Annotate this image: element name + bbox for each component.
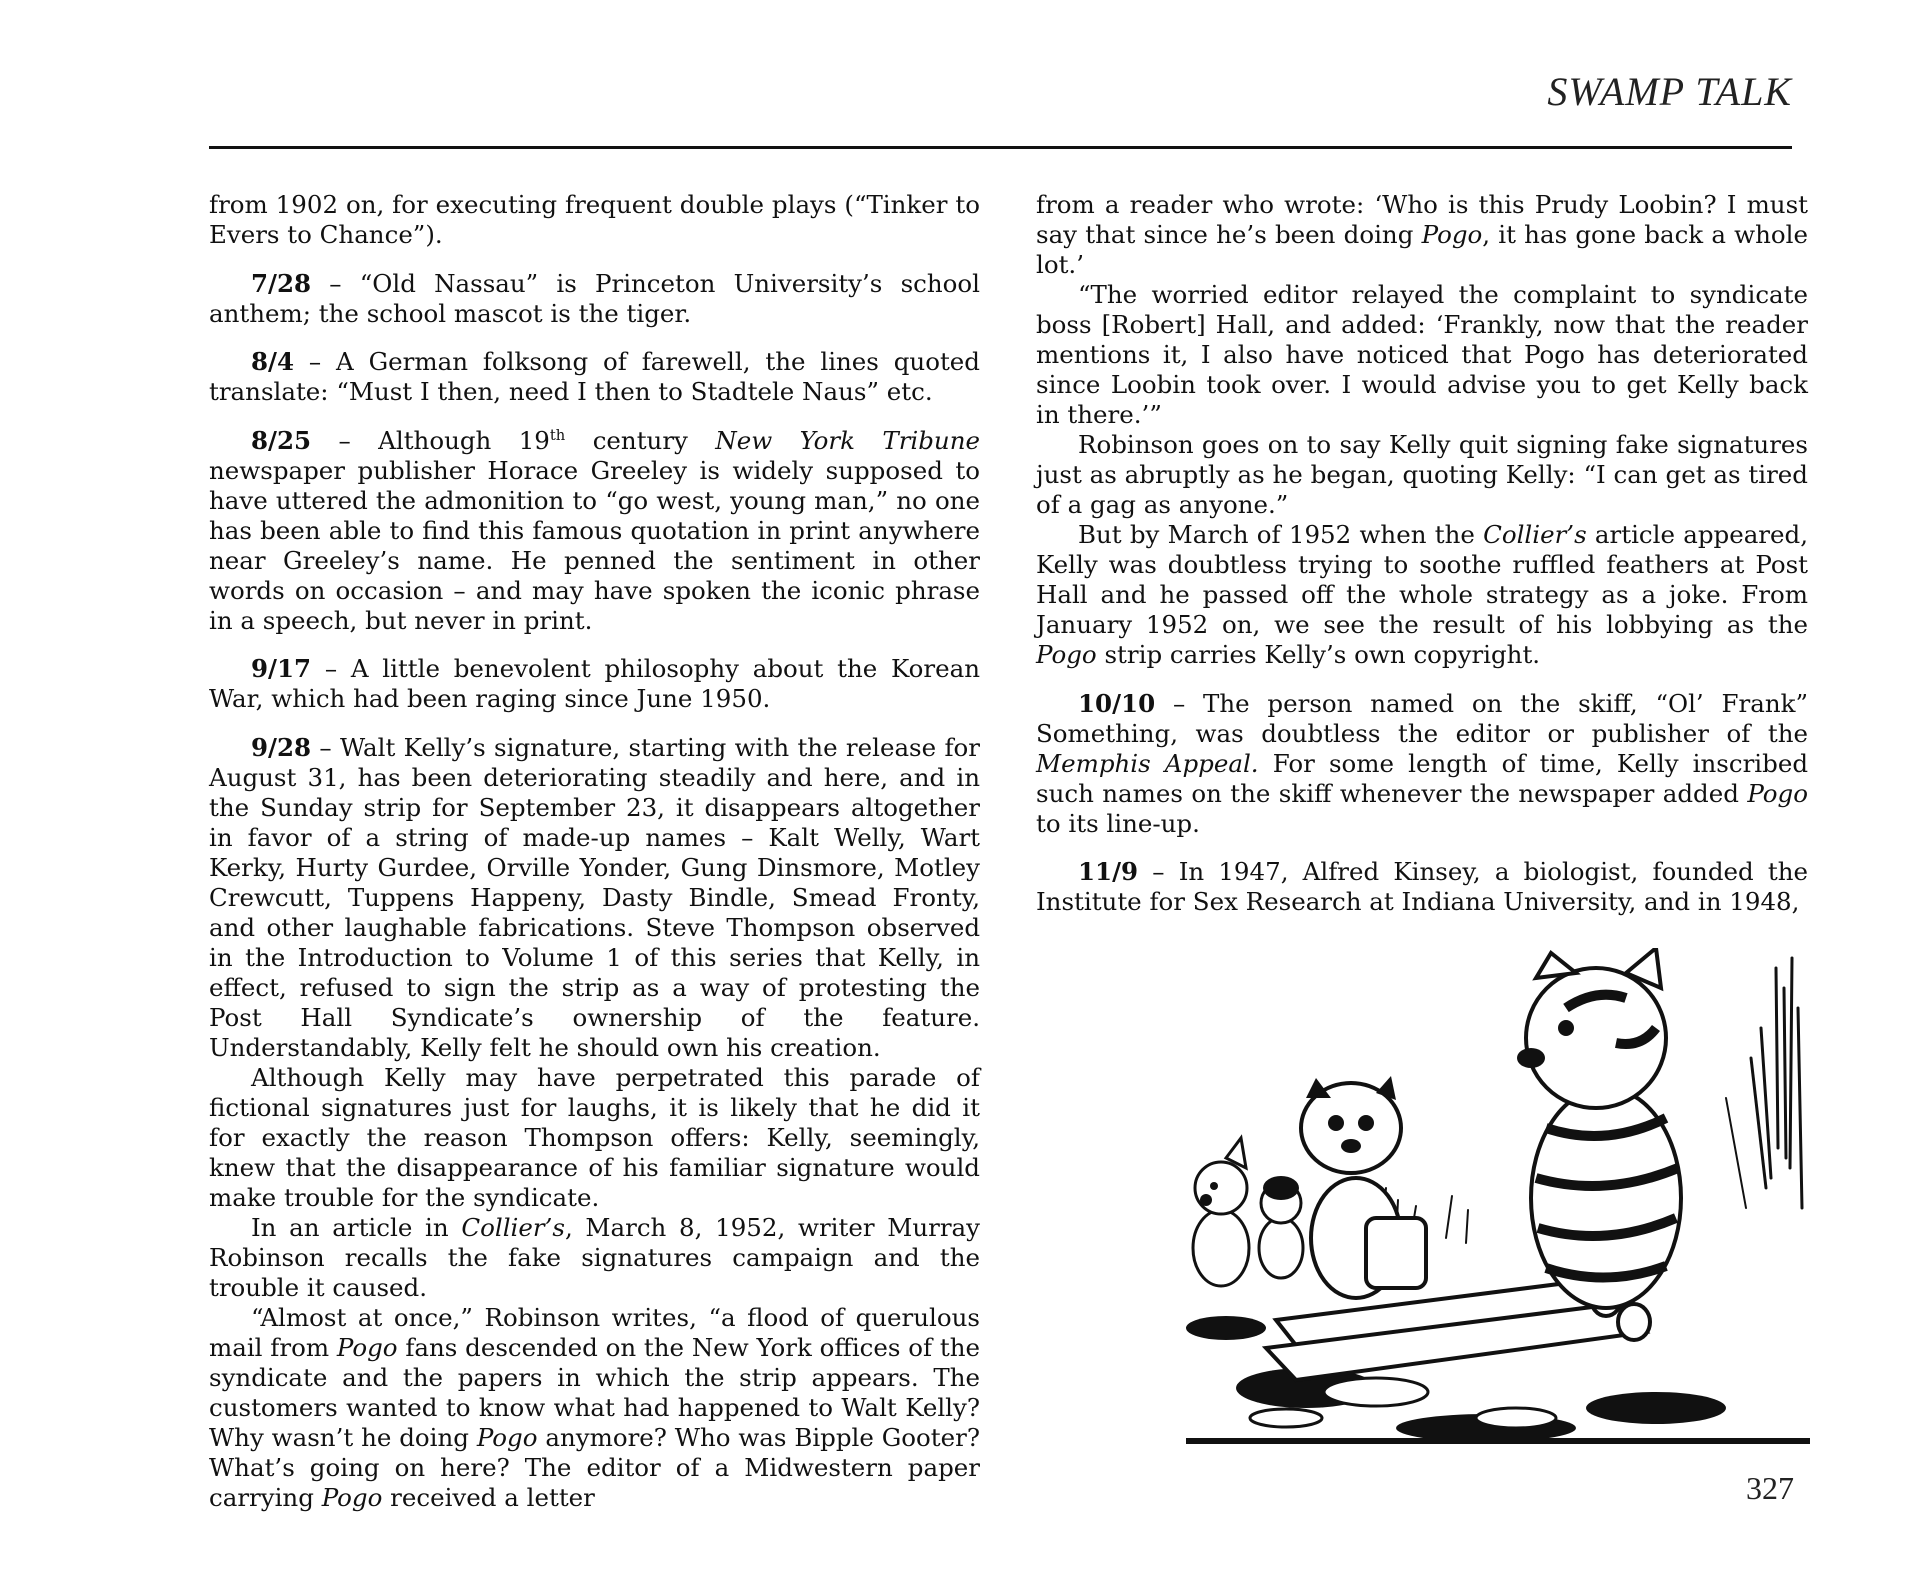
- paragraph-text: anymore? Who was Bipple Gooter? What’s going on here? The editor of a Midwestern paper carrying: [209, 1422, 980, 1512]
- entry-7-28: [209, 269, 980, 329]
- italic-title: Pogo: [1747, 778, 1808, 808]
- entry-text: – In 1947, Alfred Kinsey, a biologist, founded the Institute for Sex Research at Indiana University, and in 1948,: [1036, 857, 1808, 916]
- paragraph-text: , it has gone back a whole lot.’: [1036, 220, 1808, 279]
- left-column: [209, 190, 980, 1513]
- paragraph: Although Kelly may have perpetrated this parade of fictional signatures just for laughs, it is likely that he did it for exactly the reason Thompson offers: Kelly, seemingly, knew that the disappearance of his familiar signature would make trouble for the syndicate.: [209, 1062, 980, 1212]
- paragraph: Robinson goes on to say Kelly quit signing fake signatures just as abruptly as he began, quoting Kelly: “I can get as tired of a gag as anyone.”: [1036, 430, 1808, 519]
- running-header: SWAMP TALK: [1547, 69, 1792, 114]
- entry-10-10: [1036, 689, 1808, 839]
- entry-text: – Walt Kelly’s signature, starting with the release for August 31, has been deteriorating steadily and here, and in the Sunday strip for September 23, it disappears altogether in favor of a string of made-up names – Kalt Welly, Wart Kerky, Hurty Gurdee, Orville Yonder, Gung Dinsmore, Motley Crewcutt, Tuppens Happeny, Dasty Bindle, Smead Fronty, and other laughable fabrications. Steve Thompson observed in the Introduction to Volume 1 of this series that Kelly, in effect, refused to sign the strip as a way of protesting the Post Hall Syndicate’s ownership of the feature. Understandably, Kelly felt he should own his creation.: [209, 732, 980, 1062]
- entry-date: 9/17: [251, 654, 312, 683]
- paragraph: [1036, 190, 1808, 280]
- paragraph-text: But by March of 1952 when the: [1078, 520, 1484, 549]
- right-column: [1036, 190, 1808, 936]
- entry-date: 10/10: [1078, 688, 1156, 718]
- entry-text: – A little benevolent philosophy about the Korean War, which had been raging since June 1950.: [209, 654, 980, 713]
- paragraph: “The worried editor relayed the complaint to syndicate boss [Robert] Hall, and added: ‘Frankly, now that the reader mentions it, I also have noticed that Pogo has deteriorated since Loobin took over. I would advise you to get Kelly back in there.’”: [1036, 280, 1808, 429]
- italic-title: Pogo: [1421, 220, 1483, 249]
- paragraph: from 1902 on, for executing frequent double plays (“Tinker to Evers to Chance”).: [209, 190, 980, 249]
- entry-text: to its line-up.: [1036, 808, 1200, 838]
- paragraph-text: , March 8, 1952, writer Murray Robinson recalls the fake signatures campaign and the trouble it caused.: [209, 1212, 980, 1302]
- paragraph-text: fans descended on the New York offices of the syndicate and the papers in which the strip appears. The customers wanted to know what had happened to Walt Kelly? Why wasn’t he doing: [209, 1332, 980, 1452]
- paragraph-text: received a letter: [382, 1482, 595, 1512]
- entry-date: 11/9: [1078, 857, 1139, 886]
- page-number: 327: [1746, 1470, 1794, 1506]
- italic-title: Pogo: [476, 1422, 538, 1452]
- entry-date: 8/25: [251, 425, 312, 455]
- paragraph-text: article appeared, Kelly was doubtless trying to soothe ruffled feathers at Post Hall and he passed off the whole strategy as a joke. From January 1952 on, we see the result of his lobbying as the: [1036, 520, 1808, 639]
- entry-text: – “Old Nassau” is Princeton University’s school anthem; the school mascot is the tiger.: [209, 268, 980, 328]
- italic-title: Collier’s: [1483, 520, 1587, 549]
- entry-9-28: [209, 733, 980, 1063]
- italic-title: Pogo: [336, 1332, 398, 1362]
- paragraph: [209, 1213, 980, 1303]
- superscript: th: [549, 426, 566, 444]
- paragraph-text: “Almost at once,” Robinson writes, “a flood of querulous mail from: [209, 1302, 980, 1362]
- entry-text: newspaper publisher Horace Greeley is widely supposed to have uttered the admonition to “go west, young man,” no one has been able to find this famous quotation in print anywhere near Greeley’s name. He penned the sentiment in other words on occasion – and may have spoken the iconic phrase in a speech, but never in print.: [209, 455, 980, 635]
- paragraph-text: In an article in: [251, 1212, 462, 1242]
- paragraph: [1036, 520, 1808, 670]
- entry-8-25: [209, 426, 980, 636]
- italic-title: Pogo: [1036, 640, 1097, 669]
- entry-text: – The person named on the skiff, “Ol’ Frank” Something, was doubtless the editor or publisher of the: [1036, 688, 1808, 748]
- paragraph: [209, 1303, 980, 1513]
- entry-9-17: [209, 654, 980, 714]
- header-rule: [209, 146, 1792, 149]
- italic-title: Collier’s: [461, 1212, 565, 1242]
- comic-illustration: [1186, 948, 1810, 1450]
- italic-title: Memphis Appeal.: [1036, 748, 1259, 778]
- entry-text: For some length of time, Kelly inscribed such names on the skiff whenever the newspaper added: [1036, 748, 1808, 808]
- entry-11-9: [1036, 857, 1808, 917]
- entry-text: – A German folksong of farewell, the lines quoted translate: “Must I then, need I then to Stadtele Naus” etc.: [209, 347, 980, 406]
- entry-date: 9/28: [251, 732, 312, 762]
- entry-8-4: [209, 347, 980, 407]
- entry-text: – Although 19: [311, 425, 550, 455]
- italic-title: Pogo: [321, 1482, 383, 1512]
- entry-date: 7/28: [251, 268, 312, 298]
- paragraph-text: from a reader who wrote: ‘Who is this Prudy Loobin? I must say that since he’s been doing: [1036, 190, 1808, 249]
- paragraph-text: strip carries Kelly’s own copyright.: [1096, 640, 1541, 669]
- italic-title: New York Tribune: [715, 425, 980, 455]
- entry-date: 8/4: [251, 347, 295, 376]
- entry-text: century: [565, 425, 716, 455]
